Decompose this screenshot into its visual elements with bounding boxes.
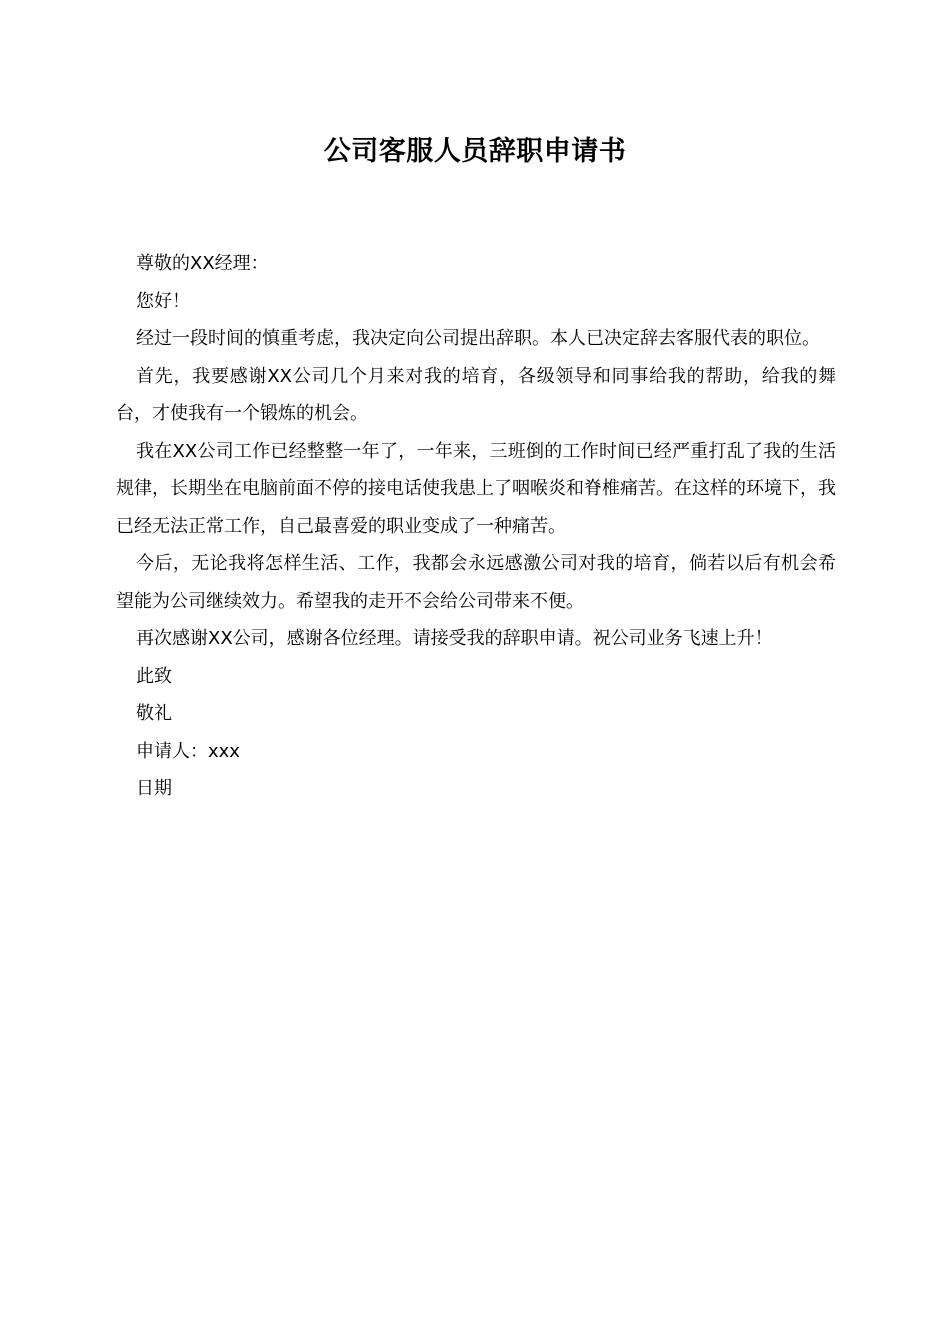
applicant-signature: 申请人：xxx bbox=[136, 740, 240, 762]
paragraph-closing-thanks: 再次感谢XX公司，感谢各位经理。请接受我的辞职申请。祝公司业务飞速上升！ bbox=[136, 628, 773, 649]
closing-line-1: 此致 bbox=[136, 665, 172, 687]
paragraph-reason: 经过一段时间的慎重考虑，我决定向公司提出辞职。本人已决定辞去客服代表的职位。 bbox=[136, 328, 820, 349]
salutation: 尊敬的XX经理： bbox=[136, 253, 269, 274]
paragraph-circumstances: 我在XX公司工作已经整整一年了，一年来，三班倒的工作时间已经严重打乱了我的生活规律，长期坐在电脑前面不停的接电话使我患上了咽喉炎和脊椎痛苦。在这样的环境下，我已经无法正常工作，自己最喜爱的职业变成了一种痛苦。 bbox=[116, 440, 836, 537]
document-title: 公司客服人员辞职申请书 bbox=[323, 136, 627, 167]
date-line: 日期 bbox=[136, 778, 172, 799]
letter-body bbox=[116, 245, 836, 808]
paragraph-thanks: 首先，我要感谢XX公司几个月来对我的培育，各级领导和同事给我的帮助，给我的舞台，才使我有一个锻炼的机会。 bbox=[116, 365, 836, 424]
greeting: 您好！ bbox=[136, 290, 190, 312]
closing-line-2: 敬礼 bbox=[136, 703, 172, 724]
paragraph-future: 今后，无论我将怎样生活、工作，我都会永远感激公司对我的培育，倘若以后有机会希望能为公司继续效力。希望我的走开不会给公司带来不便。 bbox=[116, 553, 836, 612]
